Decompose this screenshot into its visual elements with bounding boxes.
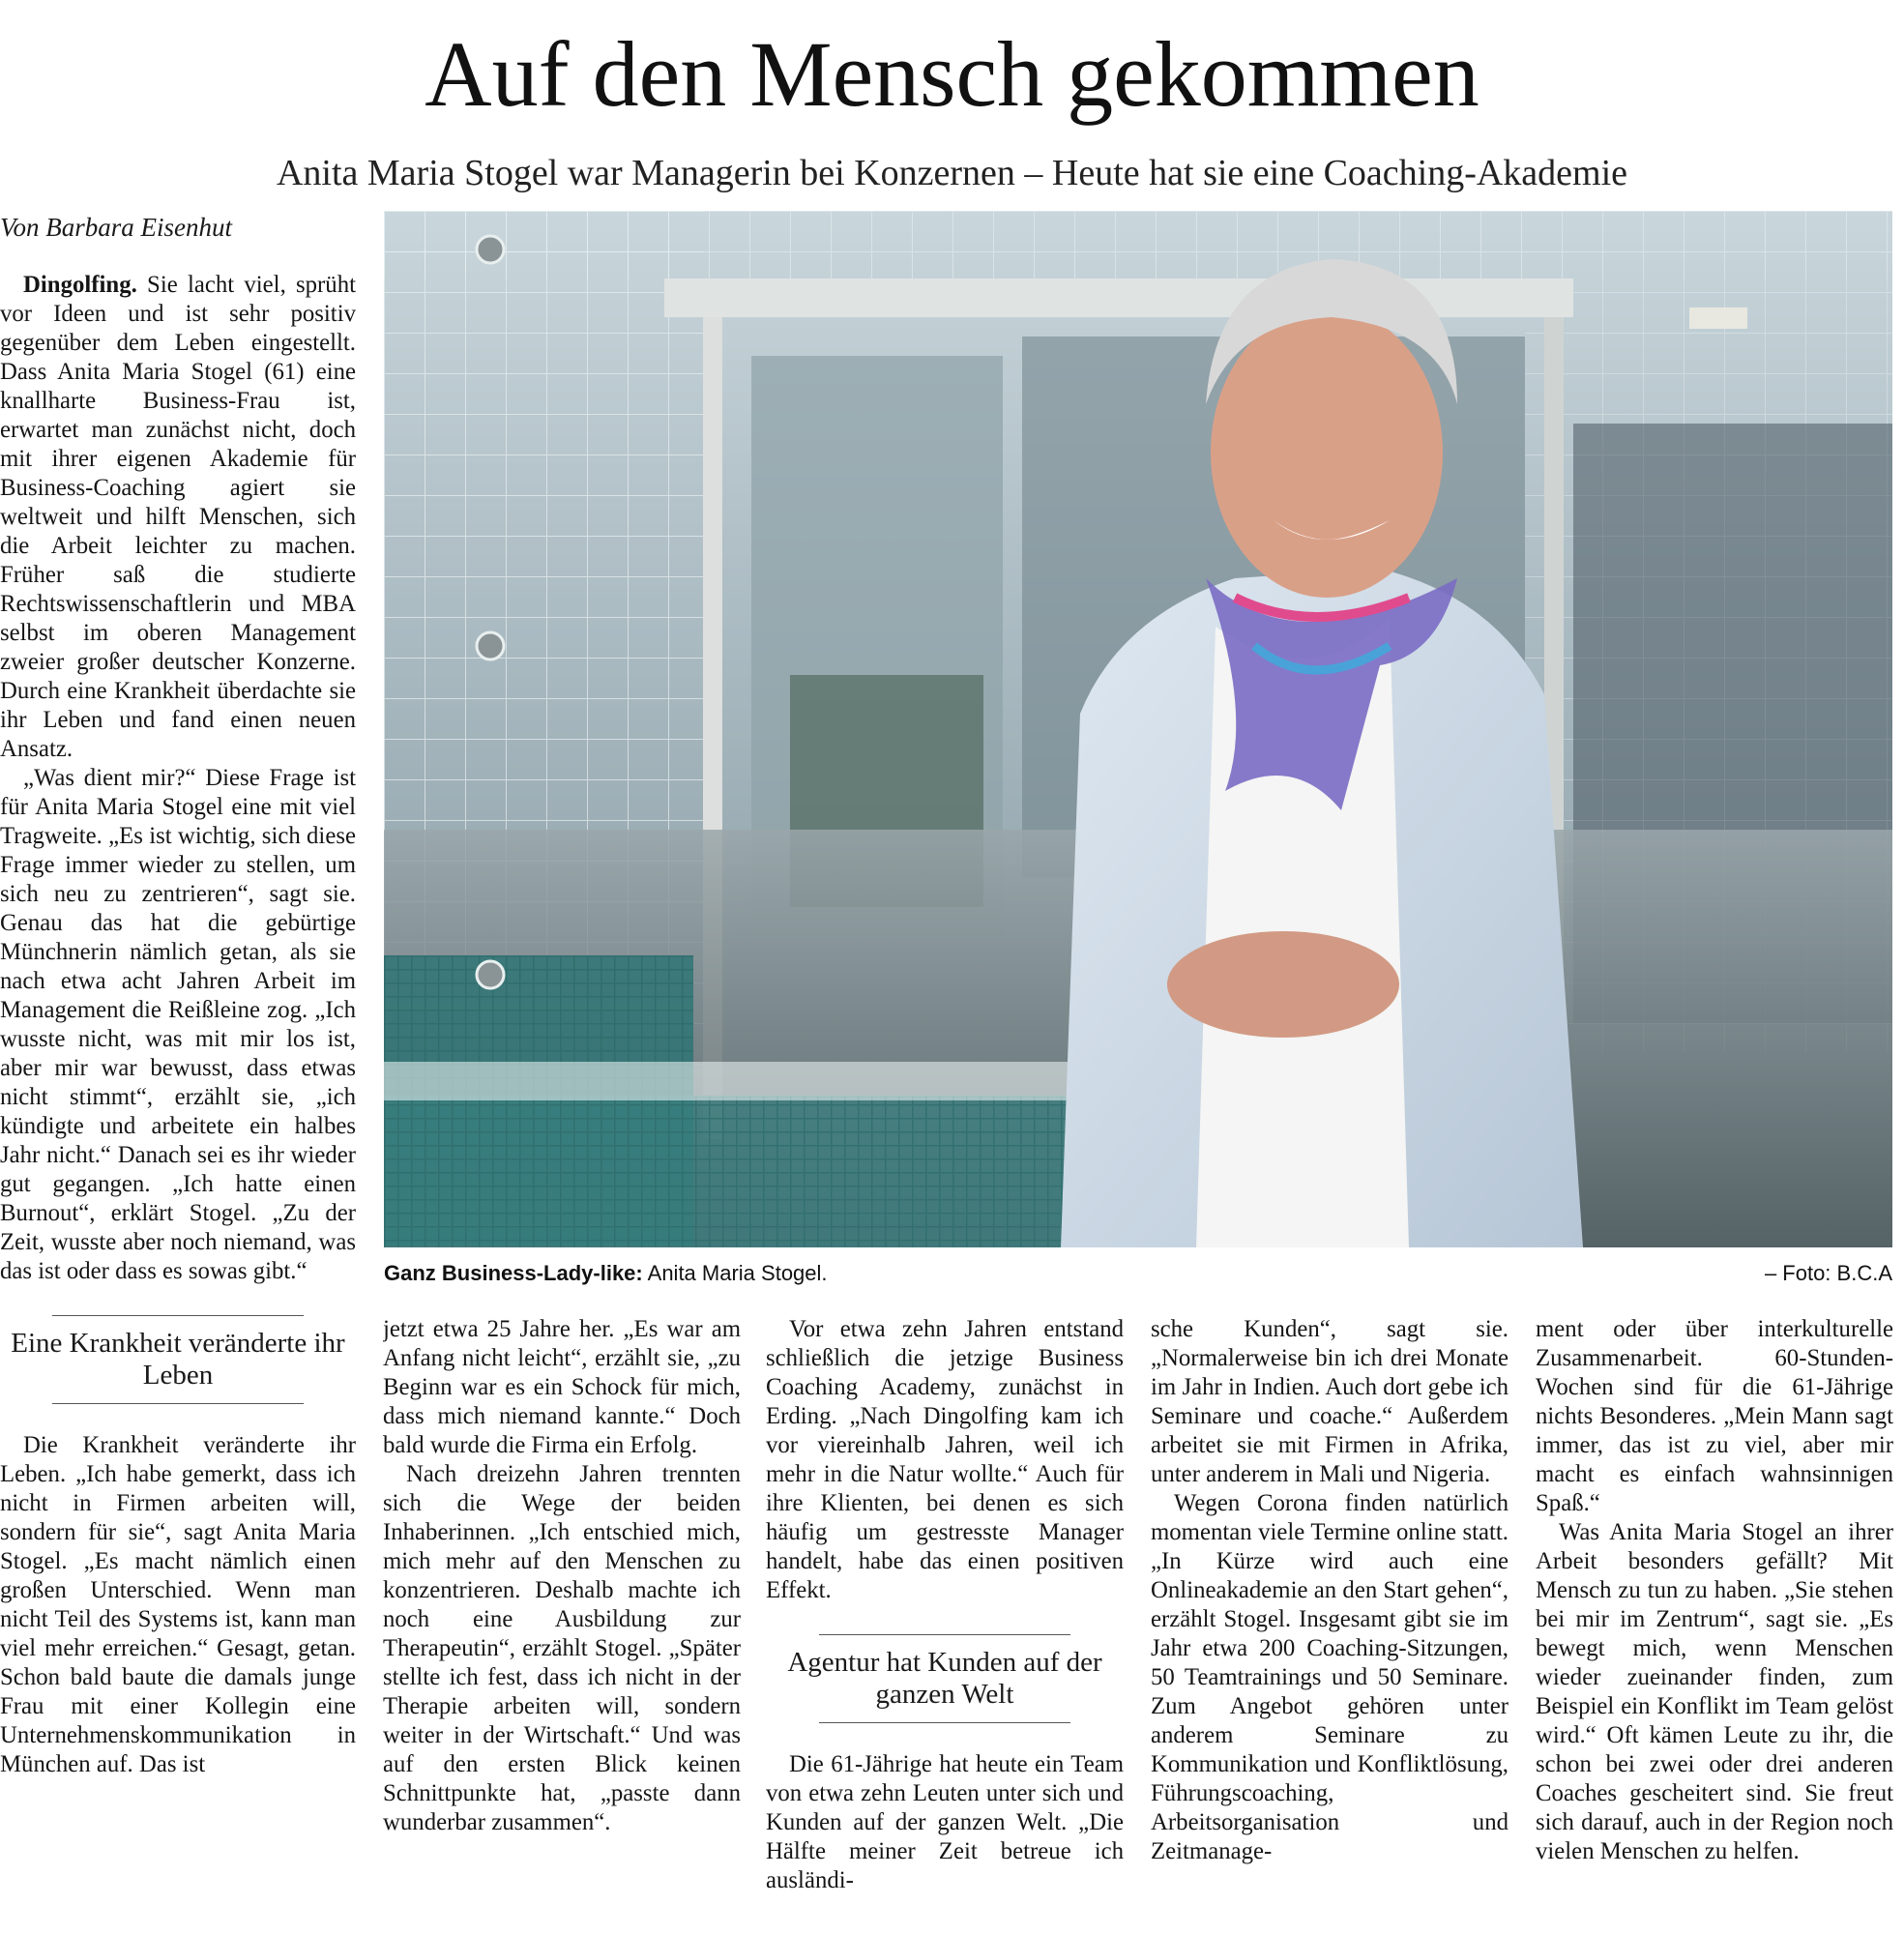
dateline: Dingolfing. <box>23 272 137 298</box>
photo-caption <box>384 1257 1892 1290</box>
paragraph: „Was dient mir?“ Diese Frage ist für Anita Maria Stogel eine mit viel Tragweite. „Es ist wichtig, sich diese Frage immer wieder zu stellen, um sich neu zu zentrieren“, sagt sie. Genau das hat die gebürtige Münchnerin nämlich getan, als sie nach etwa acht Jahren Arbeit im Management die Reißleine zog. „Ich wusste nicht, was mit mir los ist, aber mir war bewusst, dass etwas nicht stimmt“, erzählt sie, „ich kündigte und arbeitete ein halbes Jahr nicht.“ Danach sei es ihr wieder gut gegangen. „Ich hatte einen Burnout“, erklärt Stogel. „Zu der Zeit, wusste aber noch niemand, was das ist oder dass es sowas gibt.“ <box>0 765 356 1284</box>
paragraph: ment oder über interkulturelle Zusammenarbeit. 60-Stunden-Wochen sind für die 61-Jährige nichts Besonderes. „Mein Mann sagt immer, das ist zu viel, aber mir macht es einfach wahnsinnigen Spaß.“ <box>1536 1316 1893 1516</box>
paragraph: Die 61-Jährige hat heute ein Team von etwa zehn Leuten unter sich und Kunden auf der ganzen Welt. „Die Hälfte meiner Zeit betreue ich ausländi- <box>766 1751 1124 1893</box>
section-subhead <box>0 1305 356 1414</box>
paragraph <box>0 271 356 764</box>
photo-credit: – Foto: B.C.A <box>1764 1261 1892 1285</box>
article-photo <box>384 211 1892 1247</box>
byline: Von Barbara Eisenhut <box>0 213 232 242</box>
paragraph-text: Sie lacht viel, sprüht vor Ideen und ist sehr positiv gegenüber dem Leben eingestellt. Dass Anita Maria Stogel (61) eine knallharte Business-Frau ist, erwartet man zunächst nicht, doch mit ihrer eigenen Akademie für Business-Coaching agiert sie weltweit und hilft Menschen, sich die Arbeit leichter zu machen. Früher saß die studierte Rechtswissenschaftlerin und MBA selbst im oberen Management zweier großer deutscher Konzerne. Durch eine Krankheit überdachte sie ihr Leben und fand einen neuen Ansatz. <box>0 272 356 762</box>
article-column-1 <box>0 271 356 1934</box>
paragraph: Die Krankheit veränderte ihr Leben. „Ich habe gemerkt, dass ich nicht in Firmen arbeiten will, sondern für sie“, sagt Anita Maria Stogel. „Es macht nämlich einen großen Unterschied. Wenn man nicht Teil des Systems ist, kann man viel mehr erreichen.“ Gesagt, getan. Schon bald baute die damals junge Frau mit einer Kollegin eine Unternehmenskommunikation in München auf. Das ist <box>0 1432 356 1777</box>
article-column-4 <box>1151 1315 1509 1934</box>
divider <box>819 1722 1070 1723</box>
paragraph: sche Kunden“, sagt sie. „Normalerweise bin ich drei Monate im Jahr in Indien. Auch dort gebe ich Seminare und coache.“ Außerdem arbeitet sie mit Firmen in Afrika, unter anderem in Mali und Nigeria. <box>1151 1316 1509 1487</box>
article-column-5 <box>1536 1315 1893 1934</box>
subhead-text: Eine Krankheit veränderte ihr Leben <box>11 1328 345 1391</box>
caption-lead: Ganz Business-Lady-like: <box>384 1261 643 1285</box>
paragraph: Was Anita Maria Stogel an ihrer Arbeit besonders gefällt? Mit Mensch zu tun zu haben. „Sie stehen bei mir im Zentrum“, sagt sie. „Es bewegt mich, wenn Menschen wieder zueinander finden, zum Beispiel ein Konflikt im Team gelöst wird.“ Oft kämen Leute zu ihr, die schon bei zwei oder drei anderen Coaches gescheitert sind. Sie freut sich darauf, auch in der Region noch vielen Menschen zu helfen. <box>1536 1519 1893 1864</box>
portrait-photo-illustration <box>384 211 1892 1247</box>
paragraph: Vor etwa zehn Jahren entstand schließlich die jetzige Business Coaching Academy, zunächst in Erding. „Nach Dingolfing kam ich vor viereinhalb Jahren, weil ich mehr in die Natur wollte.“ Auch für ihre Klienten, bei denen es sich häufig um gestresste Manager handelt, habe das einen positiven Effekt. <box>766 1316 1124 1603</box>
subheadline: Anita Maria Stogel war Managerin bei Konzernen – Heute hat sie eine Coaching-Akademie <box>276 153 1628 193</box>
section-subhead <box>766 1625 1124 1733</box>
paragraph: Nach dreizehn Jahren trennten sich die Wege der beiden Inhaberinnen. „Ich entschied mich, mich mehr auf den Menschen zu konzentrieren. Deshalb machte ich noch eine Ausbildung zur Therapeutin“, erzählt Stogel. „Später stellte ich fest, dass ich nicht in der Therapie arbeiten will, sondern weiter in der Wirtschaft.“ Und was auf den ersten Blick keinen Schnittpunkte hat, „passte dann wunderbar zusammen“. <box>383 1461 741 1835</box>
paragraph: jetzt etwa 25 Jahre her. „Es war am Anfang nicht leicht“, erzählt sie, „zu Beginn war es ein Schock für mich, dass mich niemand kannte.“ Doch bald wurde die Firma ein Erfolg. <box>383 1316 741 1458</box>
divider <box>52 1403 304 1404</box>
article-column-2 <box>383 1315 741 1934</box>
article-column-3 <box>766 1315 1124 1934</box>
caption-text: Anita Maria Stogel. <box>642 1261 828 1285</box>
paragraph: Wegen Corona finden natürlich momentan viele Termine online statt. „In Kürze wird auch eine Onlineakademie an den Start gehen“, erzählt Stogel. Insgesamt gibt sie im Jahr etwa 200 Coaching-Sitzungen, 50 Teamtrainings und 50 Seminare. Zum Angebot gehören unter anderem Seminare zu Kommunikation und Konfliktlösung, Führungscoaching, Arbeitsorganisation und Zeitmanage- <box>1151 1490 1509 1864</box>
headline: Auf den Mensch gekommen <box>425 22 1479 126</box>
subhead-text: Agentur hat Kunden auf der ganzen Welt <box>787 1647 1102 1710</box>
